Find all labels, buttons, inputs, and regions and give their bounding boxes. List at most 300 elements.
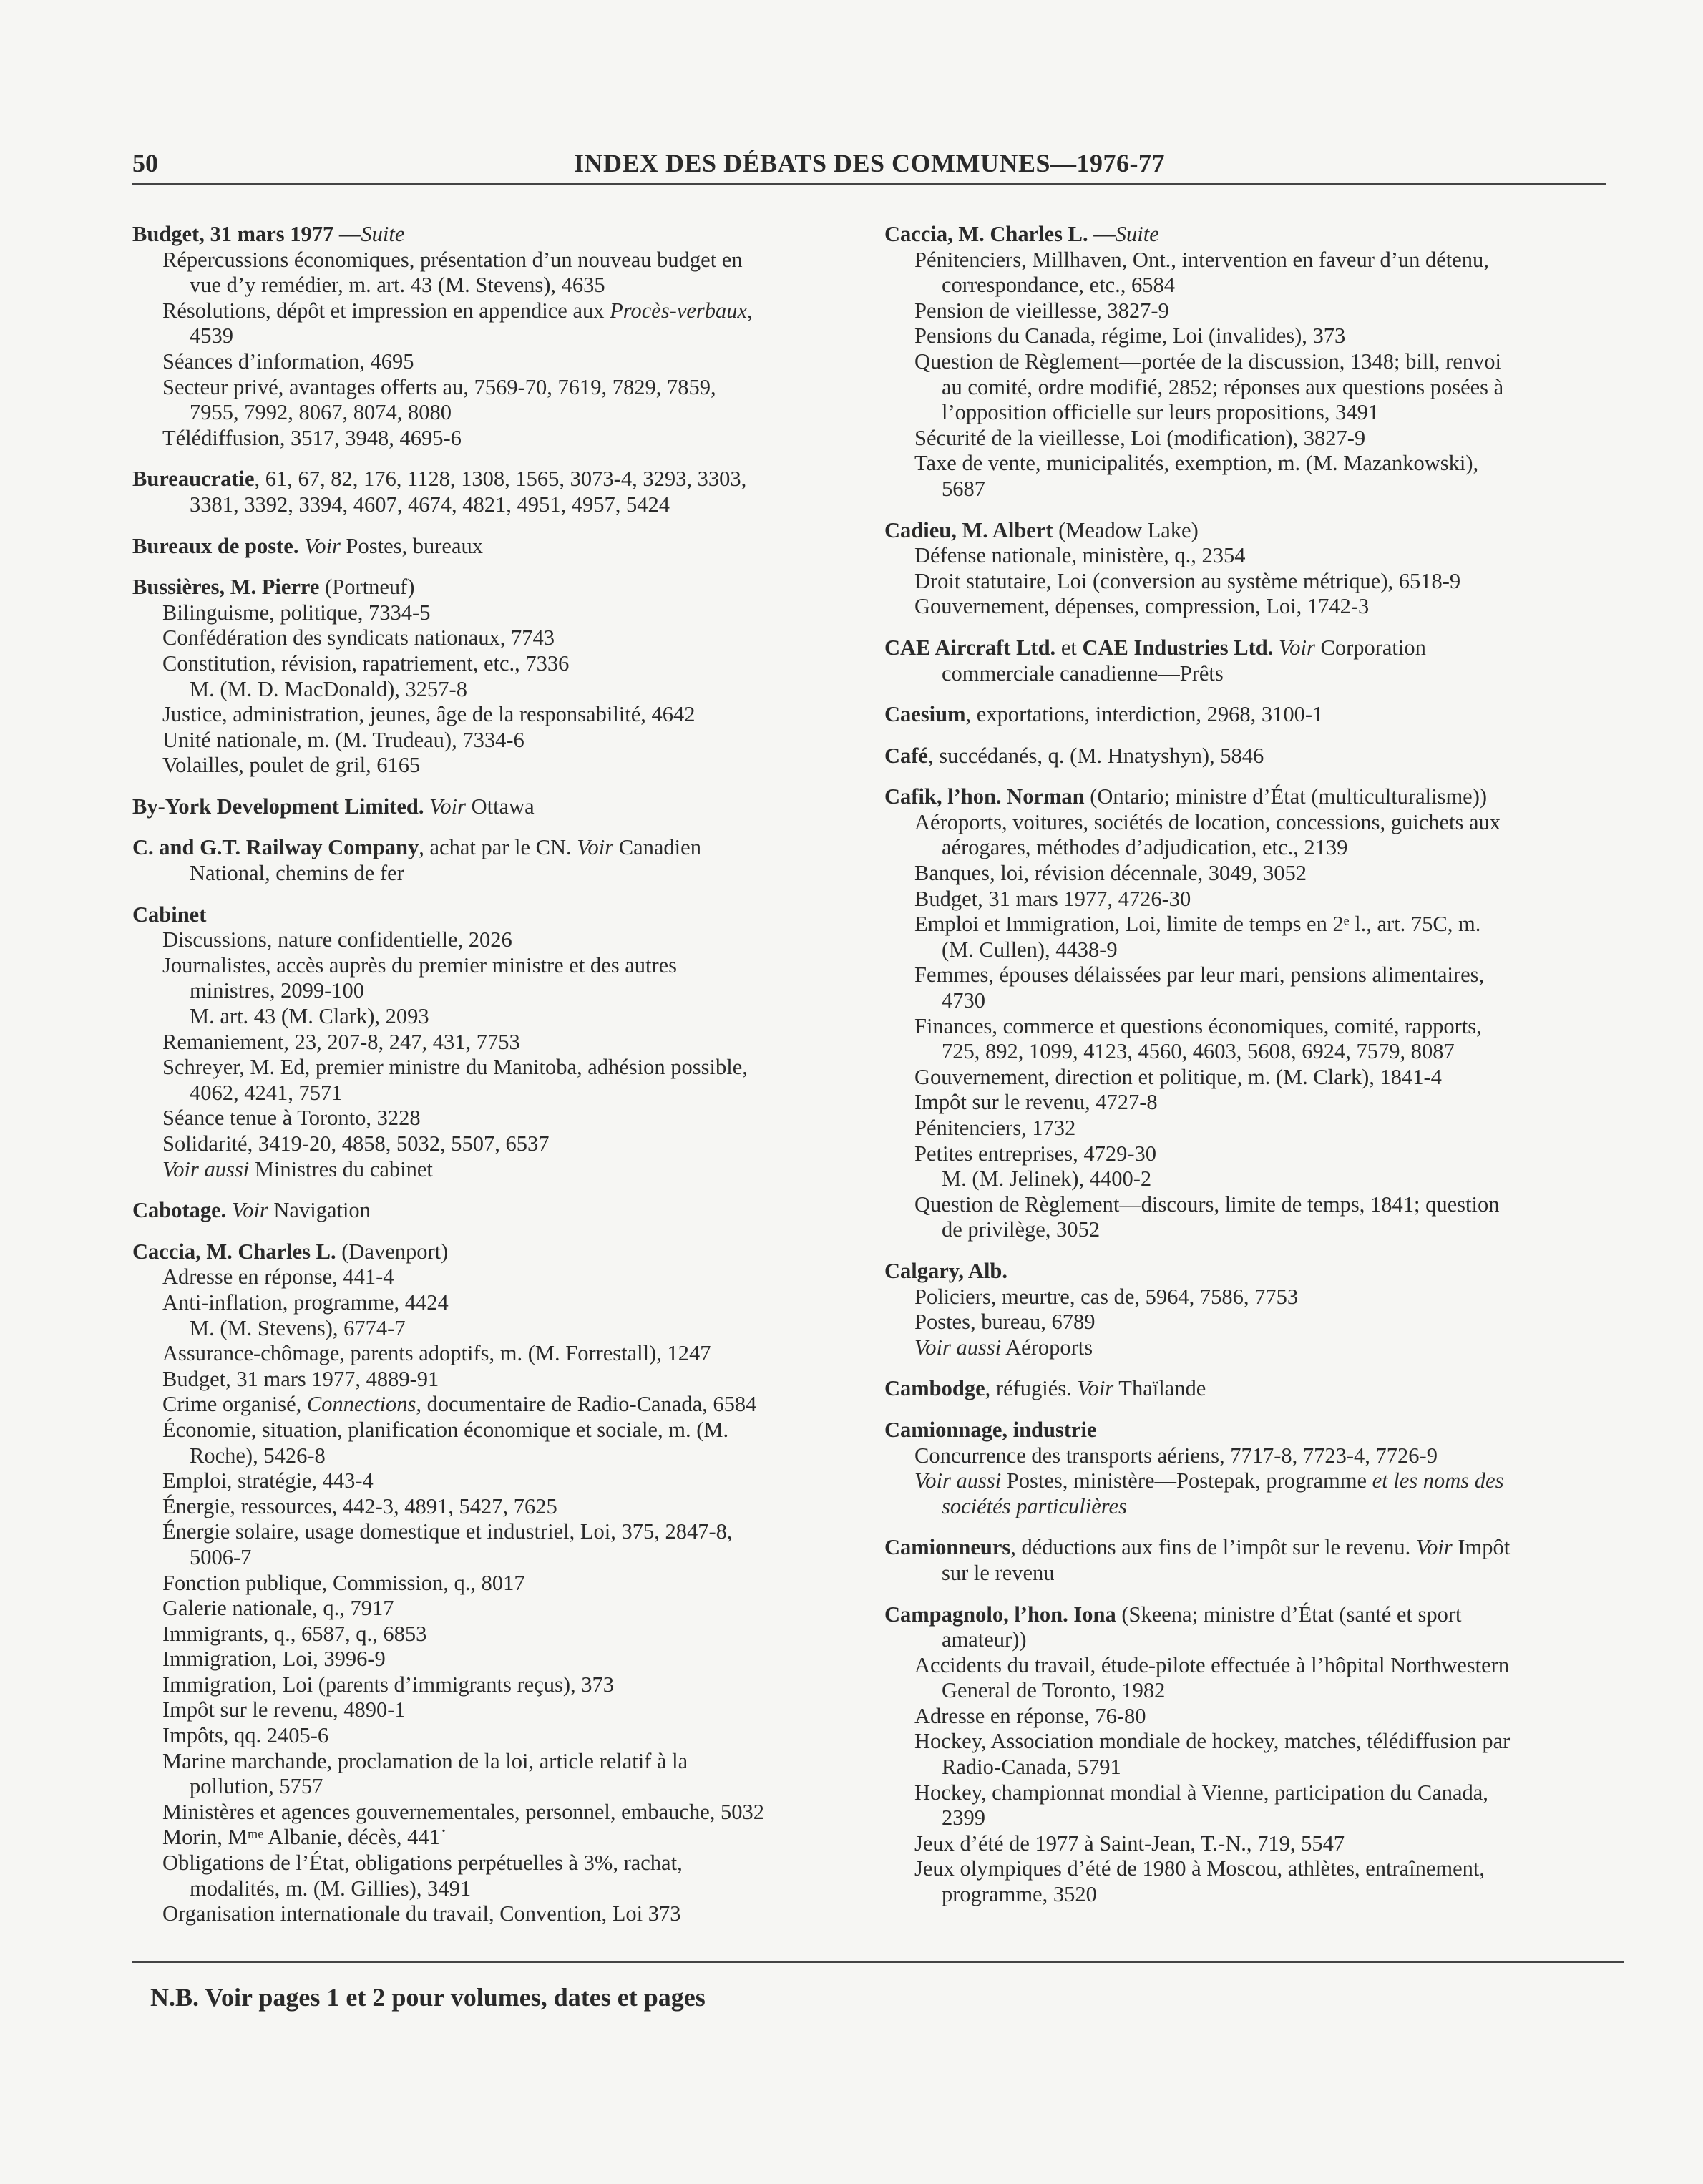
text-segment: Discussions, nature confidentielle, 2026 bbox=[162, 927, 512, 952]
entry-heading bbox=[884, 1376, 1621, 1402]
text-segment: Cadieu, M. Albert bbox=[884, 517, 1053, 542]
text-segment: Procès-verbaux bbox=[610, 298, 748, 323]
entry-subline bbox=[884, 477, 1621, 502]
index-entry bbox=[884, 784, 1621, 1243]
entry-subline bbox=[132, 1774, 855, 1800]
text-segment: Caesium bbox=[884, 702, 966, 727]
text-segment: Navigation bbox=[268, 1198, 371, 1223]
text-segment: Sécurité de la vieillesse, Loi (modification), 3827-9 bbox=[914, 425, 1366, 450]
entry-subline bbox=[884, 248, 1621, 273]
entry-heading bbox=[884, 518, 1621, 544]
entry-heading bbox=[132, 1239, 855, 1265]
text-segment: amateur)) bbox=[942, 1627, 1027, 1652]
text-segment: Hockey, championnat mondial à Vienne, participation du Canada, bbox=[914, 1780, 1488, 1805]
text-segment: Voir aussi bbox=[162, 1156, 250, 1181]
entry-subline bbox=[884, 273, 1621, 298]
entry-subline bbox=[132, 1647, 855, 1672]
entry-subline bbox=[884, 1065, 1621, 1091]
index-entry bbox=[132, 222, 855, 451]
entry-subline bbox=[132, 1341, 855, 1367]
entry-subline bbox=[132, 248, 855, 273]
text-segment: Caccia, M. Charles L. bbox=[132, 1239, 336, 1264]
entry-heading bbox=[132, 835, 855, 861]
text-segment: Immigration, Loi, 3996-9 bbox=[162, 1647, 386, 1672]
text-segment: Remaniement, 23, 207-8, 247, 431, 7753 bbox=[162, 1029, 520, 1054]
entry-subline bbox=[884, 937, 1621, 963]
text-segment: By-York Development Limited. bbox=[132, 794, 424, 819]
text-segment: Voir bbox=[1415, 1535, 1453, 1560]
entry-heading bbox=[884, 784, 1621, 810]
text-segment: Séance tenue à Toronto, 3228 bbox=[162, 1106, 421, 1131]
entry-heading bbox=[132, 902, 855, 928]
entry-subline bbox=[884, 1805, 1621, 1831]
entry-subline bbox=[884, 1310, 1621, 1335]
text-segment: Finances, commerce et questions économiques, comité, rapports, bbox=[914, 1013, 1482, 1038]
entry-subline bbox=[132, 1494, 855, 1520]
text-segment: Jeux d’été de 1977 à Saint-Jean, T.-N., 719, 5547 bbox=[914, 1830, 1345, 1856]
entry-subline bbox=[132, 927, 855, 953]
index-column-left bbox=[132, 222, 855, 1943]
index-entry bbox=[132, 467, 855, 517]
text-segment bbox=[298, 534, 304, 558]
text-segment: Obligations de l’État, obligations perpétuelles à 3%, rachat, bbox=[162, 1851, 683, 1876]
text-segment: Bilinguisme, politique, 7334-5 bbox=[162, 600, 431, 625]
entry-subline bbox=[884, 1166, 1621, 1192]
text-segment: 5687 bbox=[942, 476, 985, 501]
index-column-right bbox=[884, 222, 1621, 1924]
entry-heading bbox=[884, 702, 1621, 728]
index-entry bbox=[132, 575, 855, 779]
entry-subline bbox=[884, 887, 1621, 912]
text-segment: — bbox=[333, 222, 361, 246]
text-segment: Voir bbox=[304, 533, 341, 558]
text-segment: Concurrence des transports aériens, 7717-8, 7723-4, 7726-9 bbox=[914, 1443, 1438, 1468]
text-segment: Constitution, révision, rapatriement, etc., 7336 bbox=[162, 650, 570, 676]
text-segment: Cabinet bbox=[132, 902, 207, 927]
entry-heading bbox=[884, 635, 1621, 661]
text-segment: , déductions aux fins de l’impôt sur le revenu. bbox=[1010, 1535, 1416, 1560]
entry-subline bbox=[132, 1749, 855, 1775]
entry-subline bbox=[884, 1335, 1621, 1361]
text-segment: de privilège, 3052 bbox=[942, 1217, 1101, 1242]
text-segment: Suite bbox=[1115, 222, 1159, 246]
entry-subline bbox=[132, 953, 855, 979]
entry-subline bbox=[884, 451, 1621, 477]
text-segment: , 61, 67, 82, 176, 1128, 1308, 1565, 3073-4, 3293, 3303, bbox=[254, 467, 747, 492]
text-segment: (M. Cullen), 4438-9 bbox=[942, 937, 1118, 962]
text-segment: sur le revenu bbox=[942, 1560, 1055, 1585]
text-segment: au comité, ordre modifié, 2852; réponses aux questions posées à bbox=[942, 374, 1504, 399]
entry-subline bbox=[132, 1800, 855, 1825]
text-segment: Suite bbox=[361, 222, 405, 246]
text-segment: , réfugiés. bbox=[985, 1376, 1078, 1401]
text-segment: Confédération des syndicats nationaux, 7743 bbox=[162, 625, 555, 650]
text-segment: Postes, ministère—Postepak, programme bbox=[1001, 1468, 1372, 1493]
entry-subline bbox=[132, 978, 855, 1004]
text-segment: Question de Règlement—portée de la discussion, 1348; bill, renvoi bbox=[914, 348, 1501, 374]
index-entry bbox=[884, 1376, 1621, 1402]
entry-subline bbox=[132, 1825, 855, 1851]
text-segment: aérogares, méthodes d’adjudication, etc., 2139 bbox=[942, 835, 1348, 860]
text-segment: , succédanés, q. (M. Hnatyshyn), 5846 bbox=[927, 743, 1264, 768]
text-segment: Budget, 31 mars 1977, 4726-30 bbox=[914, 886, 1191, 911]
entry-subline bbox=[884, 298, 1621, 324]
entry-subline bbox=[132, 323, 855, 349]
text-segment: Thaïlande bbox=[1113, 1376, 1206, 1401]
text-segment: Voir bbox=[231, 1198, 268, 1223]
entry-subline bbox=[884, 1014, 1621, 1040]
entry-heading bbox=[884, 1602, 1621, 1628]
text-segment: M. (M. Jelinek), 4400-2 bbox=[942, 1166, 1152, 1191]
entry-subline bbox=[884, 594, 1621, 620]
index-entry bbox=[884, 222, 1621, 502]
text-segment: Budget, 31 mars 1977, 4889-91 bbox=[162, 1366, 439, 1391]
entry-subline bbox=[132, 1081, 855, 1106]
entry-subline bbox=[884, 988, 1621, 1014]
text-segment: Ministres du cabinet bbox=[249, 1156, 433, 1181]
text-segment: Journalistes, accès auprès du premier ministre et des autres bbox=[162, 952, 678, 978]
text-segment: Volailles, poulet de gril, 6165 bbox=[162, 753, 421, 778]
text-segment: Postes, bureaux bbox=[340, 533, 483, 558]
text-segment: Calgary, Alb. bbox=[884, 1258, 1008, 1283]
entry-subline bbox=[884, 1627, 1621, 1653]
index-entry bbox=[132, 902, 855, 1183]
entry-subline bbox=[884, 1882, 1621, 1908]
text-segment: Emploi, stratégie, 443-4 bbox=[162, 1468, 374, 1493]
text-segment: Cafik, l’hon. Norman bbox=[884, 784, 1085, 809]
entry-subline bbox=[132, 1545, 855, 1571]
entry-subline bbox=[132, 625, 855, 651]
text-segment: Bureaucratie bbox=[132, 467, 255, 492]
entry-subline bbox=[132, 600, 855, 626]
index-entry bbox=[132, 1198, 855, 1224]
text-segment: Gouvernement, dépenses, compression, Loi, 1742-3 bbox=[914, 594, 1370, 619]
entry-subline bbox=[884, 1856, 1621, 1882]
entry-heading bbox=[132, 467, 855, 492]
entry-subline bbox=[132, 1519, 855, 1545]
entry-subline bbox=[132, 1055, 855, 1081]
text-segment: Camionnage, industrie bbox=[884, 1417, 1097, 1442]
text-segment: Canadien bbox=[613, 835, 701, 860]
index-entry bbox=[884, 518, 1621, 620]
text-segment: Immigration, Loi (parents d’immigrants reçus), 373 bbox=[162, 1672, 615, 1697]
text-segment: commerciale canadienne—Prêts bbox=[942, 660, 1224, 686]
text-segment: sociétés particulières bbox=[942, 1493, 1127, 1518]
entry-heading bbox=[132, 575, 855, 600]
index-entry bbox=[884, 1535, 1621, 1586]
entry-subline bbox=[884, 810, 1621, 836]
text-segment: Emploi et Immigration, Loi, limite de temps en 2ᵉ l., art. 75C, m. bbox=[914, 912, 1481, 937]
text-segment: National, chemins de fer bbox=[190, 861, 404, 886]
text-segment: CAE Aircraft Ltd. bbox=[884, 635, 1056, 660]
entry-subline bbox=[132, 1290, 855, 1316]
text-segment: Voir bbox=[577, 835, 614, 860]
text-segment: Impôt sur le revenu, 4890-1 bbox=[162, 1697, 406, 1722]
text-segment: Camionneurs bbox=[884, 1535, 1011, 1560]
text-segment: Bussières, M. Pierre bbox=[132, 575, 320, 600]
entry-subline bbox=[884, 1678, 1621, 1704]
index-entry bbox=[132, 1239, 855, 1927]
text-segment: Roche), 5426-8 bbox=[190, 1443, 326, 1468]
entry-subline bbox=[132, 1622, 855, 1647]
text-segment: Café bbox=[884, 743, 928, 768]
index-entry bbox=[884, 635, 1621, 686]
entry-subline bbox=[884, 861, 1621, 887]
text-segment: (Skeena; ministre d’État (santé et sport bbox=[1116, 1602, 1462, 1627]
footer-note: N.B. Voir pages 1 et 2 pour volumes, dates et pages bbox=[150, 1983, 706, 2012]
text-segment: Aéroports, voitures, sociétés de location, concessions, guichets aux bbox=[914, 809, 1501, 834]
text-segment: Question de Règlement—discours, limite de temps, 1841; question bbox=[914, 1191, 1500, 1217]
entry-subline bbox=[884, 1729, 1621, 1755]
entry-subline bbox=[132, 400, 855, 426]
entry-subline bbox=[884, 323, 1621, 349]
text-segment: l’opposition officielle sur leurs propositions, 3491 bbox=[942, 400, 1380, 425]
text-segment: , exportations, interdiction, 2968, 3100-1 bbox=[965, 702, 1324, 727]
text-segment: Séances d’information, 4695 bbox=[162, 348, 414, 374]
text-segment: Unité nationale, m. (M. Trudeau), 7334-6 bbox=[162, 727, 524, 752]
text-segment: Fonction publique, Commission, q., 8017 bbox=[162, 1570, 525, 1595]
entry-subline bbox=[132, 1443, 855, 1469]
text-segment: Voir bbox=[1077, 1376, 1114, 1401]
text-segment: Crime organisé, bbox=[162, 1392, 307, 1417]
entry-subline bbox=[884, 1704, 1621, 1730]
entry-subline bbox=[884, 569, 1621, 595]
entry-subline bbox=[132, 1468, 855, 1494]
page-header bbox=[132, 143, 1606, 185]
text-segment: Gouvernement, direction et politique, m. (M. Clark), 1841-4 bbox=[914, 1064, 1442, 1089]
text-segment: Voir aussi bbox=[914, 1335, 1002, 1360]
entry-subline bbox=[884, 400, 1621, 426]
entry-subline bbox=[884, 1090, 1621, 1116]
entry-subline bbox=[132, 1697, 855, 1723]
entry-subline bbox=[132, 1596, 855, 1622]
entry-subline bbox=[884, 1192, 1621, 1218]
entry-subline bbox=[884, 1780, 1621, 1806]
text-segment: Impôt sur le revenu, 4727-8 bbox=[914, 1090, 1158, 1115]
text-segment: Budget, 31 mars 1977 bbox=[132, 222, 334, 246]
text-segment: 5006-7 bbox=[190, 1544, 252, 1569]
entry-subline bbox=[132, 728, 855, 754]
entry-subline bbox=[132, 298, 855, 324]
entry-subline bbox=[884, 1141, 1621, 1167]
entry-subline bbox=[132, 1723, 855, 1749]
text-segment: Voir bbox=[1279, 635, 1315, 660]
text-segment: Caccia, M. Charles L. bbox=[884, 222, 1088, 246]
entry-subline bbox=[884, 1561, 1621, 1586]
text-segment: Adresse en réponse, 76-80 bbox=[914, 1703, 1146, 1728]
entry-subline bbox=[884, 1494, 1621, 1520]
text-segment: 7955, 7992, 8067, 8074, 8080 bbox=[190, 400, 452, 425]
text-segment: Économie, situation, planification économique et sociale, m. (M. bbox=[162, 1417, 729, 1442]
text-segment: ministres, 2099-100 bbox=[190, 978, 364, 1003]
text-segment: Petites entreprises, 4729-30 bbox=[914, 1141, 1156, 1166]
text-segment: CAE Industries Ltd. bbox=[1082, 635, 1274, 660]
entry-subline bbox=[884, 1443, 1621, 1469]
index-entry bbox=[132, 835, 855, 886]
text-segment: Répercussions économiques, présentation d’un nouveau budget en bbox=[162, 247, 743, 272]
text-segment: Cambodge bbox=[884, 1376, 985, 1401]
text-segment: (Portneuf) bbox=[319, 575, 415, 600]
text-segment: Ministères et agences gouvernementales, personnel, embauche, 5032 bbox=[162, 1799, 764, 1824]
entry-subline bbox=[132, 1571, 855, 1596]
text-segment: Énergie, ressources, 442-3, 4891, 5427, 7625 bbox=[162, 1493, 557, 1518]
entry-subline bbox=[884, 1831, 1621, 1857]
text-segment: Résolutions, dépôt et impression en appendice aux bbox=[162, 298, 610, 323]
text-segment: General de Toronto, 1982 bbox=[942, 1678, 1166, 1703]
text-segment: Pénitenciers, 1732 bbox=[914, 1116, 1076, 1140]
entry-subline bbox=[884, 1217, 1621, 1243]
text-segment: Défense nationale, ministère, q., 2354 bbox=[914, 543, 1246, 568]
text-segment: Justice, administration, jeunes, âge de la responsabilité, 4642 bbox=[162, 702, 696, 727]
text-segment: Corporation bbox=[1314, 635, 1426, 660]
entry-heading bbox=[884, 222, 1621, 248]
text-segment: vue d’y remédier, m. art. 43 (M. Stevens), 4635 bbox=[190, 273, 605, 298]
entry-subline bbox=[884, 661, 1621, 687]
index-entry bbox=[884, 744, 1621, 769]
entry-subline bbox=[132, 677, 855, 703]
text-segment: Morin, Mᵐᵉ Albanie, décès, 441˙ bbox=[162, 1825, 447, 1850]
text-segment: (Ontario; ministre d’État (multiculturalisme)) bbox=[1084, 784, 1488, 809]
entry-heading bbox=[884, 1535, 1621, 1561]
text-segment: modalités, m. (M. Gillies), 3491 bbox=[190, 1876, 472, 1901]
entry-subline bbox=[132, 1264, 855, 1290]
text-segment: Jeux olympiques d’été de 1980 à Moscou, athlètes, entraînement, bbox=[914, 1856, 1485, 1881]
index-entry bbox=[884, 1418, 1621, 1519]
entry-subline bbox=[132, 1367, 855, 1393]
running-title: INDEX DES DÉBATS DES COMMUNES—1976-77 bbox=[574, 149, 1165, 177]
text-segment: Impôt bbox=[1452, 1535, 1511, 1560]
text-segment: 2399 bbox=[942, 1805, 985, 1830]
text-segment: Immigrants, q., 6587, q., 6853 bbox=[162, 1621, 427, 1646]
text-segment: et bbox=[1055, 635, 1083, 660]
text-segment: Assurance-chômage, parents adoptifs, m. (M. Forrestall), 1247 bbox=[162, 1341, 711, 1366]
text-segment: Énergie solaire, usage domestique et industriel, Loi, 375, 2847-8, bbox=[162, 1519, 733, 1544]
entry-subline bbox=[132, 1672, 855, 1698]
entry-heading bbox=[884, 1418, 1621, 1443]
entry-subline bbox=[884, 912, 1621, 937]
text-segment: Impôts, qq. 2405-6 bbox=[162, 1723, 329, 1748]
index-entry bbox=[132, 794, 855, 820]
text-segment: Femmes, épouses délaissées par leur mari, pensions alimentaires, bbox=[914, 962, 1485, 988]
entry-subline bbox=[132, 1418, 855, 1443]
index-entry bbox=[884, 1259, 1621, 1360]
text-segment: Connections bbox=[306, 1392, 416, 1417]
text-segment: Policiers, meurtre, cas de, 5964, 7586, 7753 bbox=[914, 1284, 1299, 1309]
text-segment: Secteur privé, avantages offerts au, 7569-70, 7619, 7829, 7859, bbox=[162, 374, 716, 399]
text-segment: Télédiffusion, 3517, 3948, 4695-6 bbox=[162, 425, 462, 450]
page-number: 50 bbox=[132, 149, 158, 177]
entry-subline bbox=[884, 349, 1621, 375]
entry-subline bbox=[132, 1030, 855, 1056]
text-segment bbox=[226, 1198, 232, 1222]
entry-subline bbox=[884, 1039, 1621, 1065]
index-entry bbox=[132, 534, 855, 560]
entry-subline bbox=[132, 1392, 855, 1418]
text-segment: Bureaux de poste. bbox=[132, 533, 299, 558]
text-segment: Radio-Canada, 5791 bbox=[942, 1755, 1121, 1780]
text-segment: Campagnolo, l’hon. Iona bbox=[884, 1602, 1116, 1627]
text-segment: programme, 3520 bbox=[942, 1882, 1097, 1907]
text-segment: Schreyer, M. Ed, premier ministre du Manitoba, adhésion possible, bbox=[162, 1055, 748, 1080]
text-segment: Voir aussi bbox=[914, 1468, 1002, 1493]
entry-subline bbox=[132, 1131, 855, 1157]
entry-subline bbox=[884, 835, 1621, 861]
text-segment bbox=[1273, 635, 1279, 660]
entry-subline bbox=[132, 1004, 855, 1030]
entry-heading bbox=[132, 1198, 855, 1224]
text-segment: et les noms des bbox=[1372, 1468, 1504, 1493]
text-segment: Solidarité, 3419-20, 4858, 5032, 5507, 6537 bbox=[162, 1131, 550, 1156]
text-segment: — bbox=[1088, 222, 1116, 246]
entry-subline bbox=[884, 962, 1621, 988]
entry-subline bbox=[884, 543, 1621, 569]
entry-subline bbox=[132, 375, 855, 401]
text-segment: M. (M. D. MacDonald), 3257-8 bbox=[190, 676, 467, 701]
entry-subline bbox=[132, 1901, 855, 1927]
entry-subline bbox=[884, 1284, 1621, 1310]
text-segment: Organisation internationale du travail, Convention, Loi 373 bbox=[162, 1901, 681, 1926]
entry-subline bbox=[132, 1157, 855, 1183]
text-segment: 4062, 4241, 7571 bbox=[190, 1080, 343, 1105]
entry-heading bbox=[884, 744, 1621, 769]
entry-subline bbox=[884, 1755, 1621, 1780]
entry-heading bbox=[132, 534, 855, 560]
text-segment: Banques, loi, révision décennale, 3049, 3052 bbox=[914, 861, 1307, 886]
entry-subline bbox=[132, 426, 855, 452]
text-segment: Pensions du Canada, régime, Loi (invalides), 373 bbox=[914, 323, 1346, 348]
text-segment bbox=[424, 794, 429, 819]
entry-subline bbox=[132, 492, 855, 518]
entry-subline bbox=[132, 651, 855, 677]
text-segment: 4730 bbox=[942, 988, 985, 1013]
text-segment: Adresse en réponse, 441-4 bbox=[162, 1264, 394, 1290]
text-segment: (Davenport) bbox=[336, 1239, 449, 1264]
entry-subline bbox=[132, 1316, 855, 1342]
footer-divider bbox=[132, 1961, 1624, 1963]
text-segment: correspondance, etc., 6584 bbox=[942, 273, 1176, 298]
entry-subline bbox=[884, 375, 1621, 401]
text-segment: 3381, 3392, 3394, 4607, 4674, 4821, 4951, 4957, 5424 bbox=[190, 492, 670, 517]
text-segment: (Meadow Lake) bbox=[1053, 517, 1199, 542]
text-segment: Hockey, Association mondiale de hockey, matches, télédiffusion par bbox=[914, 1729, 1511, 1754]
text-segment: Droit statutaire, Loi (conversion au système métrique), 6518-9 bbox=[914, 568, 1461, 593]
entry-subline bbox=[884, 1653, 1621, 1679]
text-segment: , achat par le CN. bbox=[419, 835, 577, 860]
entry-subline bbox=[132, 861, 855, 887]
entry-subline bbox=[132, 273, 855, 298]
index-entry bbox=[884, 1602, 1621, 1908]
text-segment: Pension de vieillesse, 3827-9 bbox=[914, 298, 1169, 323]
entry-subline bbox=[132, 349, 855, 375]
entry-subline bbox=[884, 1468, 1621, 1494]
entry-subline bbox=[132, 1106, 855, 1131]
text-segment: Taxe de vente, municipalités, exemption, m. (M. Mazankowski), bbox=[914, 451, 1479, 476]
entry-subline bbox=[884, 1116, 1621, 1141]
entry-subline bbox=[132, 702, 855, 728]
text-segment: 4539 bbox=[190, 323, 233, 348]
text-segment: , bbox=[747, 298, 753, 323]
text-segment: Galerie nationale, q., 7917 bbox=[162, 1596, 394, 1621]
text-segment: M. art. 43 (M. Clark), 2093 bbox=[190, 1004, 429, 1029]
text-segment: pollution, 5757 bbox=[190, 1774, 323, 1799]
text-segment: Marine marchande, proclamation de la loi, article relatif à la bbox=[162, 1748, 688, 1773]
text-segment: Ottawa bbox=[465, 794, 535, 819]
text-segment: M. (M. Stevens), 6774-7 bbox=[190, 1315, 406, 1340]
text-segment: Aéroports bbox=[1001, 1335, 1093, 1360]
text-segment: Anti-inflation, programme, 4424 bbox=[162, 1290, 449, 1315]
entry-subline bbox=[132, 753, 855, 779]
text-segment: Accidents du travail, étude-pilote effectuée à l’hôpital Northwestern bbox=[914, 1652, 1510, 1677]
